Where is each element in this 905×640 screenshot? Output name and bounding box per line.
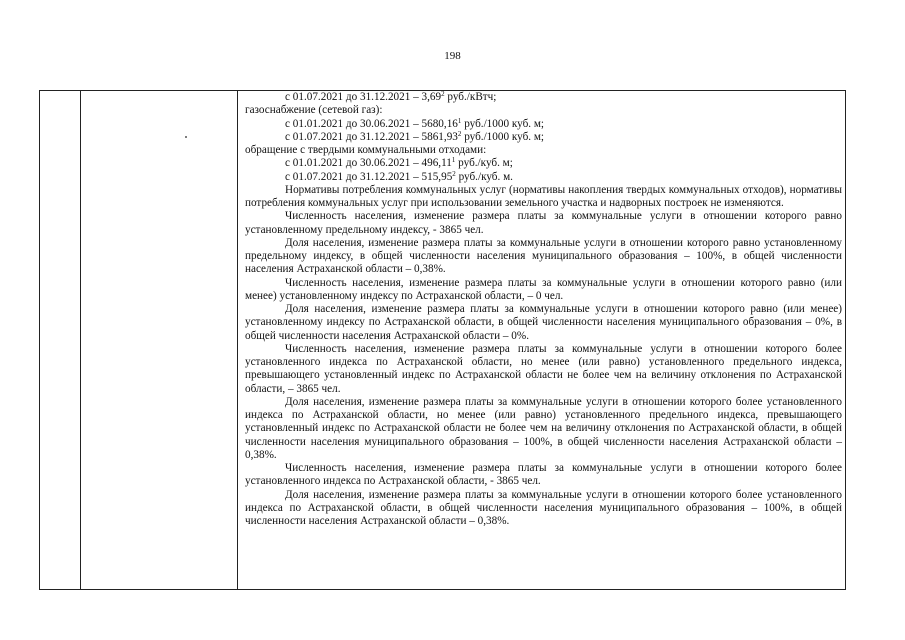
document-table [39, 90, 846, 590]
gas-tariff-line-2: с 01.07.2021 до 31.12.2021 – 5861,93$^2$ руб./1000 куб. м; [285, 129, 545, 143]
waste-tariff-line-1: с 01.01.2021 до 30.06.2021 – 496,11$^1$ руб./куб. м; [285, 156, 513, 170]
waste-tariff-line-2: с 01.07.2021 до 31.12.2021 – 515,95$^2$ руб./куб. м. [285, 169, 513, 183]
table-cell-content [245, 91, 842, 528]
gas-heading: газоснабжение (сетевой газ): [245, 104, 383, 117]
paragraph-population-below-index: Численность населения, изменение размера платы за коммунальные услуги в отношении которого равно (или менее) установленному индексу по Астраханской области, – 0 чел. [245, 276, 842, 302]
column-divider-2 [237, 91, 238, 589]
paragraph-population-equal-limit: Численность населения, изменение размера платы за коммунальные услуги в отношении которого равно установленному предельному индексу, - 3865 чел. [245, 210, 842, 236]
paragraph-share-within-deviation: Доля населения, изменение размера платы за коммунальные услуги в отношении которого более установленного индекса по Астраханской области, но менее (или равно) установленного предельного индекса, превышающего установленный индекс по Астраханской области не более чем на величину отклонения по Астраханской области, в общей численности населения муниципального образования – 100%, в общей численности населения Астраханской области – 0,38%. [245, 395, 842, 461]
page-number: 198 [444, 50, 461, 62]
paragraph-population-within-deviation: Численность населения, изменение размера платы за коммунальные услуги в отношении которого более установленного индекса по Астраханской области, но менее (или равно) установленного предельного индекса, превышающего установленный индекс по Астраханской области не более чем на величину отклонения по Астраханской области, – 3865 чел. [245, 342, 842, 395]
column-divider-1 [80, 91, 81, 589]
scan-speck [185, 136, 187, 138]
electricity-tariff-line: с 01.07.2021 до 31.12.2021 – 3,69$^2$ руб./кВтч; [285, 90, 497, 103]
paragraph-norms: Нормативы потребления коммунальных услуг (нормативы накопления твердых коммунальных отходов), нормативы потребления коммунальных услуг при использовании земельного участка и надворных построек не изменяются. [245, 183, 842, 209]
waste-heading: обращение с твердыми коммунальными отходами: [245, 144, 487, 156]
paragraph-share-below-index: Доля населения, изменение размера платы за коммунальные услуги в отношении которого равно (или менее) установленному индексу по Астраханской области, в общей численности населения муниципального образования – 0%, в общей численности населения Астраханской области – 0%. [245, 303, 842, 342]
paragraph-population-above-index: Численность населения, изменение размера платы за коммунальные услуги в отношении которого более установленного индекса по Астраханской области, - 3865 чел. [245, 462, 842, 488]
paragraph-share-equal-limit: Доля населения, изменение размера платы за коммунальные услуги в отношении которого равно установленному предельному индексу, в общей численности населения муниципального образования – 100%, в общей численности населения Астраханской области – 0,38%. [245, 236, 842, 276]
gas-tariff-line-1: с 01.01.2021 до 30.06.2021 – 5680,16$^1$ руб./1000 куб. м; [285, 116, 545, 130]
paragraph-share-above-index: Доля населения, изменение размера платы за коммунальные услуги в отношении которого более установленного индекса по Астраханской области, в общей численности населения муниципального образования – 100%, в общей численности населения Астраханской области – 0,38%. [245, 488, 842, 527]
